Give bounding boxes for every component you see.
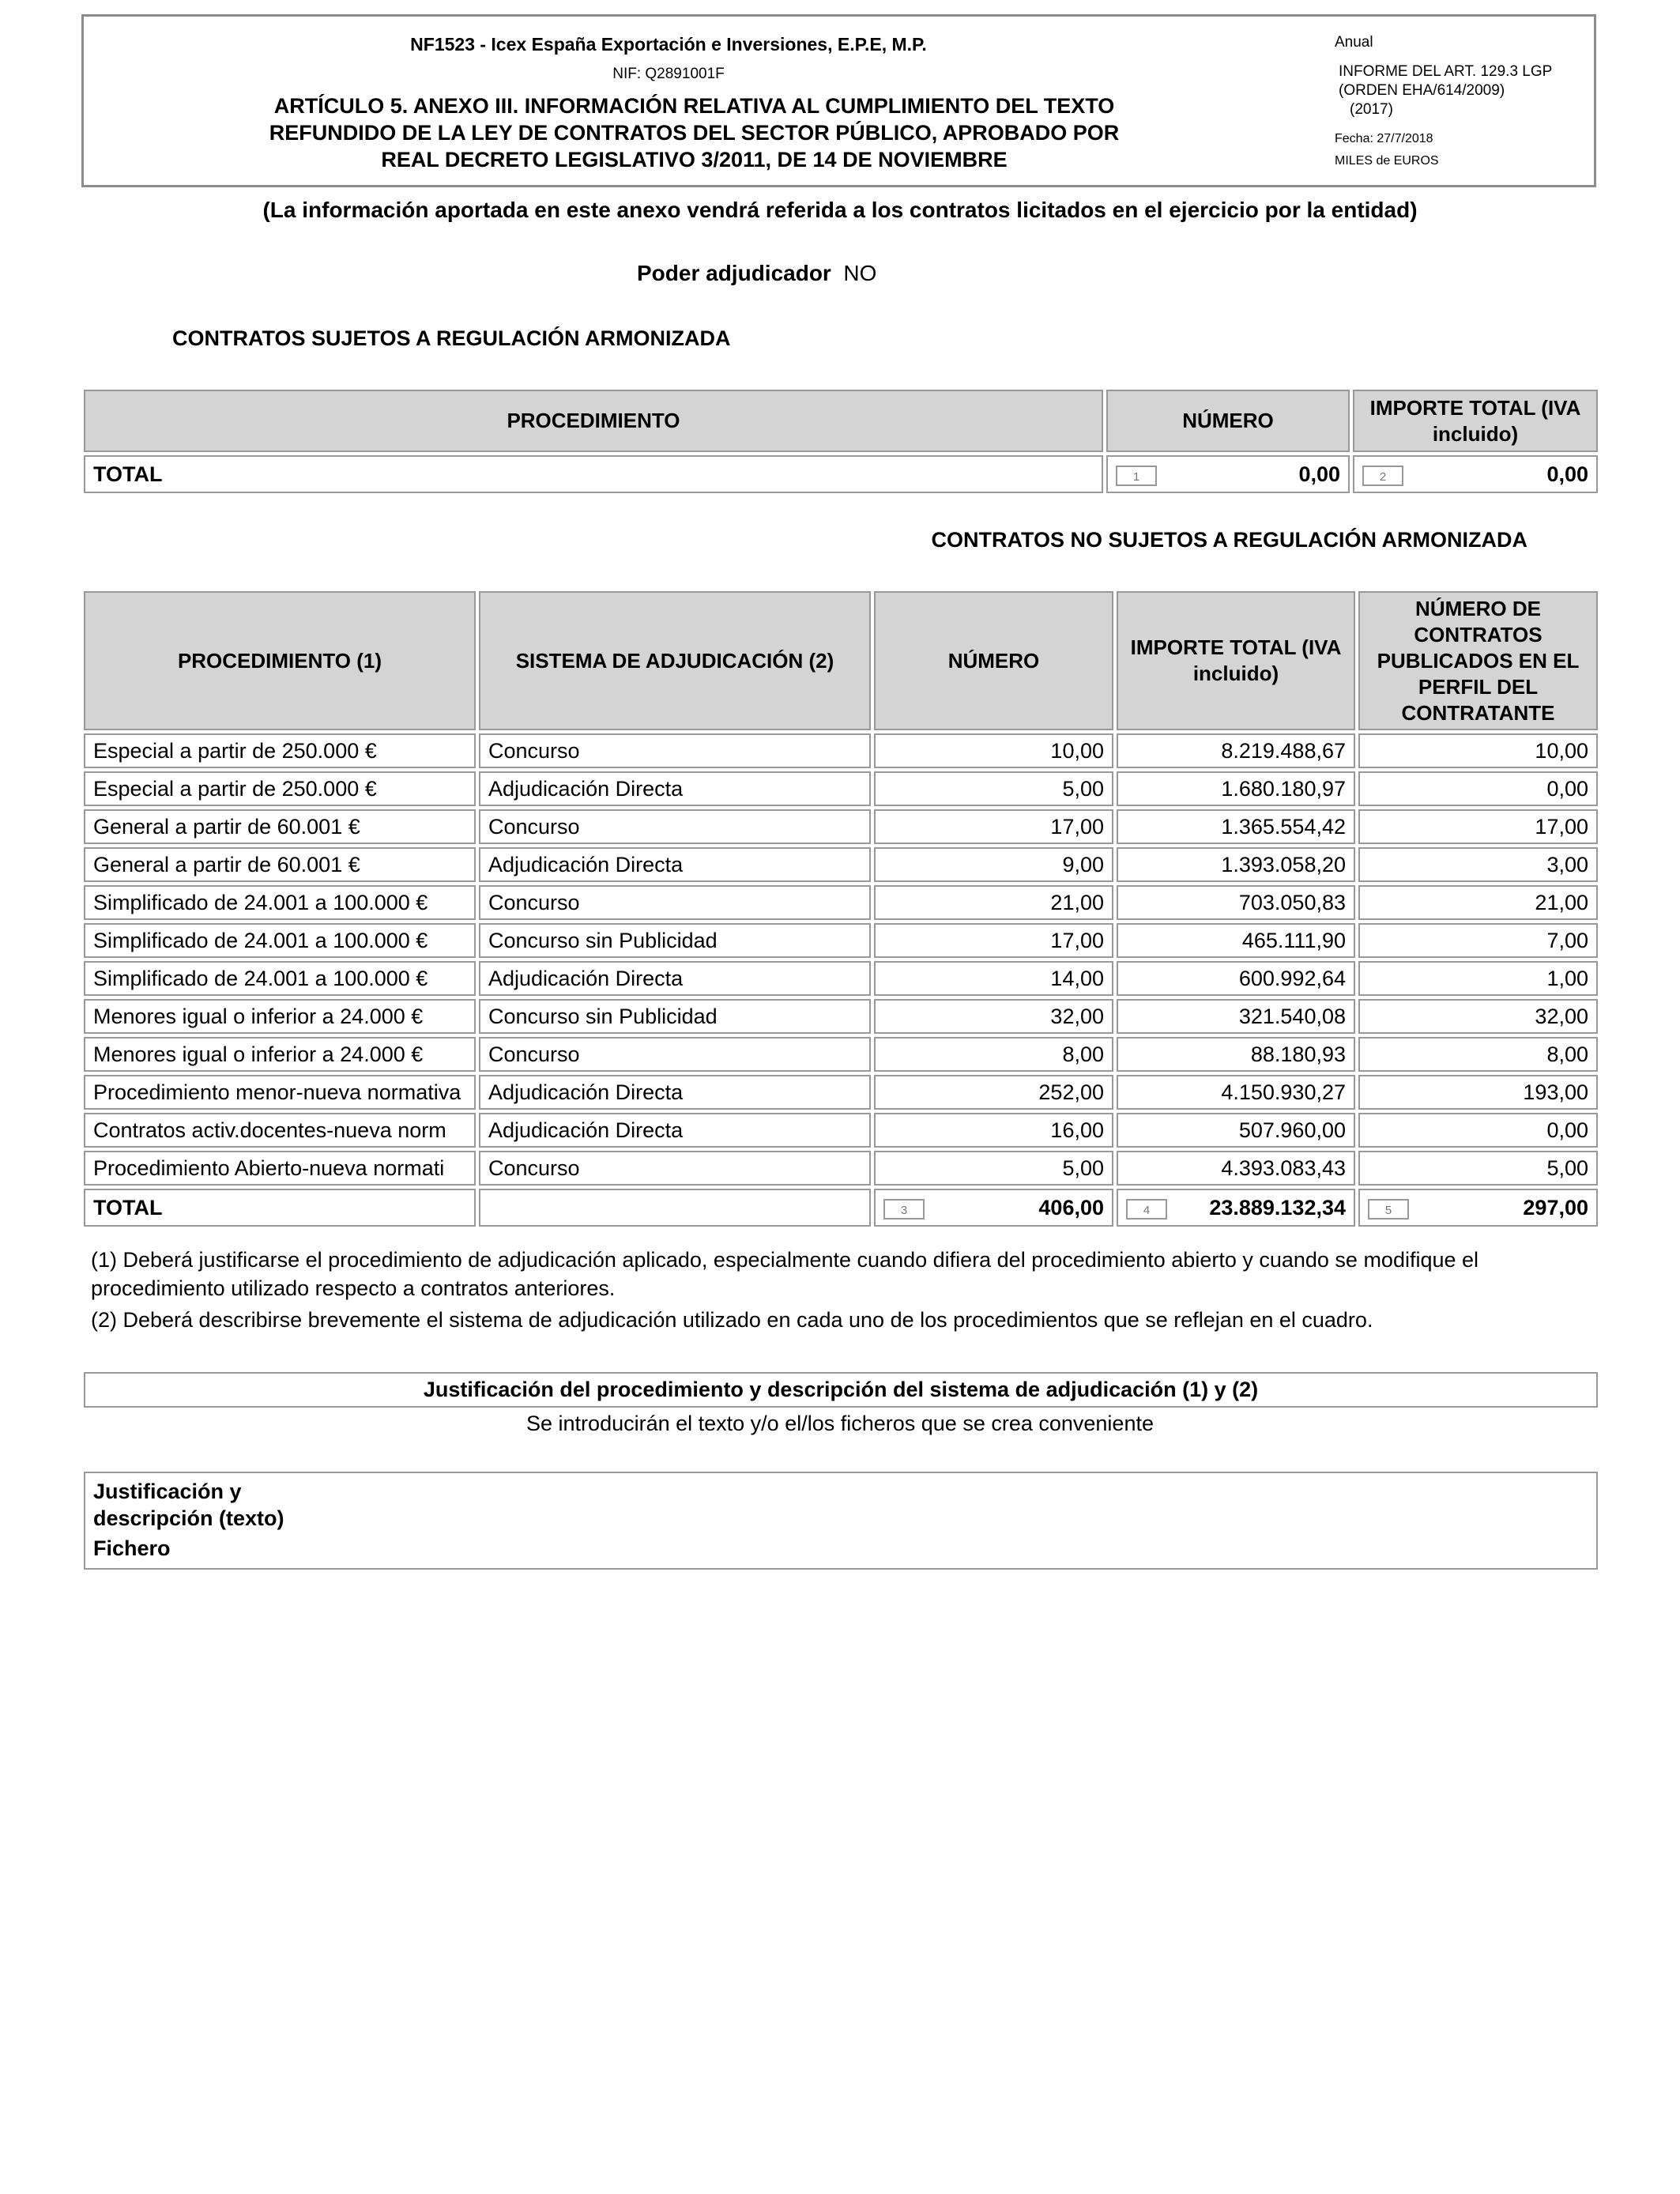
total-importe-value: 0,00 bbox=[1546, 462, 1588, 486]
table-row bbox=[84, 1037, 1598, 1072]
ref-box: 3 bbox=[883, 1199, 925, 1220]
cell-importe: 1.680.180,97 bbox=[1117, 771, 1355, 806]
no-armonizada-table bbox=[81, 588, 1601, 1230]
cell-sistema: Concurso bbox=[479, 1037, 871, 1072]
cell-procedimiento: Especial a partir de 250.000 € bbox=[84, 771, 476, 806]
ref-box: 5 bbox=[1368, 1199, 1409, 1220]
cell-procedimiento: Simplificado de 24.001 a 100.000 € bbox=[84, 961, 476, 996]
table-row bbox=[84, 1113, 1598, 1148]
cell-numero: 17,00 bbox=[874, 923, 1113, 958]
cell-procedimiento: Menores igual o inferior a 24.000 € bbox=[84, 999, 476, 1034]
armonizada-table bbox=[81, 386, 1601, 496]
table-row bbox=[84, 1075, 1598, 1110]
col-importe-label: IMPORTE TOTAL (IVA incluido) bbox=[1130, 635, 1342, 685]
total-numero bbox=[874, 1189, 1113, 1227]
cell-importe: 321.540,08 bbox=[1117, 999, 1355, 1034]
cell-publicados: 0,00 bbox=[1358, 771, 1598, 806]
table-row bbox=[84, 961, 1598, 996]
report-header bbox=[81, 14, 1596, 187]
cell-sistema: Adjudicación Directa bbox=[479, 1113, 871, 1148]
cell-publicados: 7,00 bbox=[1358, 923, 1598, 958]
period: Anual bbox=[1335, 34, 1373, 51]
cell-numero: 16,00 bbox=[874, 1113, 1113, 1148]
cell-numero: 32,00 bbox=[874, 999, 1113, 1034]
total-importe bbox=[1117, 1189, 1355, 1227]
cell-numero: 17,00 bbox=[874, 809, 1113, 844]
cell-numero: 21,00 bbox=[874, 885, 1113, 920]
footnote-1: (1) Deberá justificarse el procedimiento de adjudicación aplicado, especialmente cuando difiera del procedimiento abierto y cuando se modifique el procedimiento utilizado respecto a contratos anteriores. bbox=[91, 1248, 1479, 1300]
cell-importe: 703.050,83 bbox=[1117, 885, 1355, 920]
justificacion-box bbox=[84, 1472, 1598, 1570]
justificacion-title: Justificación del procedimiento y descripción del sistema de adjudicación (1) y (2) bbox=[84, 1372, 1598, 1408]
col-procedimiento: PROCEDIMIENTO bbox=[84, 390, 1103, 452]
ref-box: 1 bbox=[1116, 466, 1157, 486]
cell-publicados: 3,00 bbox=[1358, 847, 1598, 882]
report-date: Fecha: 27/7/2018 bbox=[1335, 132, 1433, 145]
cell-numero: 10,00 bbox=[874, 733, 1113, 768]
report-line: (ORDEN EHA/614/2009) bbox=[1339, 82, 1505, 99]
cell-sistema: Adjudicación Directa bbox=[479, 771, 871, 806]
cell-publicados: 17,00 bbox=[1358, 809, 1598, 844]
cell-sistema: Concurso bbox=[479, 885, 871, 920]
col-importe bbox=[1117, 591, 1355, 730]
total-label: TOTAL bbox=[84, 1189, 476, 1227]
cell-importe: 1.365.554,42 bbox=[1117, 809, 1355, 844]
cell-procedimiento: Especial a partir de 250.000 € bbox=[84, 733, 476, 768]
section-title-no-armonizada: CONTRATOS NO SUJETOS A REGULACIÓN ARMONIZADA bbox=[931, 528, 1527, 552]
total-row bbox=[84, 1189, 1598, 1227]
section-title-armonizada: CONTRATOS SUJETOS A REGULACIÓN ARMONIZADA bbox=[172, 326, 731, 350]
ref-box: 4 bbox=[1126, 1199, 1167, 1220]
title-line: ARTÍCULO 5. ANEXO III. INFORMACIÓN RELATIVA AL CUMPLIMIENTO DEL TEXTO bbox=[273, 94, 1115, 118]
fichero-label: Fichero bbox=[93, 1536, 171, 1560]
entity-name: NF1523 - Icex España Exportación e Inversiones, E.P.E, M.P. bbox=[410, 34, 927, 55]
cell-sistema: Adjudicación Directa bbox=[479, 1075, 871, 1110]
total-numero-value: 0,00 bbox=[1298, 462, 1340, 486]
cell-sistema: Concurso sin Publicidad bbox=[479, 999, 871, 1034]
cell-publicados: 5,00 bbox=[1358, 1151, 1598, 1186]
total-label: TOTAL bbox=[84, 455, 1103, 493]
cell-sistema: Concurso bbox=[479, 1151, 871, 1186]
cell-procedimiento: Menores igual o inferior a 24.000 € bbox=[84, 1037, 476, 1072]
cell-sistema: Concurso sin Publicidad bbox=[479, 923, 871, 958]
justificacion-hint: Se introducirán el texto y/o el/los ficheros que se crea conveniente bbox=[526, 1412, 1154, 1435]
justificacion-text-label: Justificación y descripción (texto) bbox=[93, 1480, 284, 1530]
cell-publicados: 10,00 bbox=[1358, 733, 1598, 768]
report-reference bbox=[1339, 62, 1552, 119]
page-title bbox=[84, 92, 1305, 173]
cell-procedimiento: General a partir de 60.001 € bbox=[84, 809, 476, 844]
cell-sistema: Concurso bbox=[479, 809, 871, 844]
footnotes bbox=[91, 1246, 1576, 1334]
total-numero-value: 406,00 bbox=[1038, 1195, 1104, 1220]
cell-importe: 8.219.488,67 bbox=[1117, 733, 1355, 768]
nif: NIF: Q2891001F bbox=[612, 66, 725, 82]
cell-importe: 4.393.083,43 bbox=[1117, 1151, 1355, 1186]
cell-publicados: 1,00 bbox=[1358, 961, 1598, 996]
cell-publicados: 0,00 bbox=[1358, 1113, 1598, 1148]
poder-label: Poder adjudicador bbox=[637, 261, 831, 285]
cell-numero: 5,00 bbox=[874, 1151, 1113, 1186]
col-importe: IMPORTE TOTAL (IVA incluido) bbox=[1353, 390, 1598, 452]
report-line: INFORME DEL ART. 129.3 LGP bbox=[1339, 63, 1553, 80]
total-sistema-empty bbox=[479, 1189, 871, 1227]
report-line: (2017) bbox=[1350, 101, 1393, 118]
poder-value: NO bbox=[843, 261, 877, 285]
cell-procedimiento: Procedimiento menor-nueva normativa bbox=[84, 1075, 476, 1110]
cell-numero: 5,00 bbox=[874, 771, 1113, 806]
cell-numero: 9,00 bbox=[874, 847, 1113, 882]
cell-sistema: Adjudicación Directa bbox=[479, 961, 871, 996]
cell-sistema: Concurso bbox=[479, 733, 871, 768]
cell-importe: 600.992,64 bbox=[1117, 961, 1355, 996]
total-importe-value: 23.889.132,34 bbox=[1209, 1195, 1346, 1220]
cell-procedimiento: Contratos activ.docentes-nueva norm bbox=[84, 1113, 476, 1148]
cell-sistema: Adjudicación Directa bbox=[479, 847, 871, 882]
col-sistema: SISTEMA DE ADJUDICACIÓN (2) bbox=[479, 591, 871, 730]
table-row bbox=[84, 809, 1598, 844]
scope-note: (La información aportada en este anexo vendrá referida a los contratos licitados en el ejercicio por la entidad) bbox=[262, 198, 1418, 222]
cell-procedimiento: General a partir de 60.001 € bbox=[84, 847, 476, 882]
col-publicados: NÚMERO DE CONTRATOS PUBLICADOS EN EL PERFIL DEL CONTRATANTE bbox=[1358, 591, 1598, 730]
title-line: REFUNDIDO DE LA LEY DE CONTRATOS DEL SECTOR PÚBLICO, APROBADO POR bbox=[269, 121, 1120, 145]
cell-publicados: 193,00 bbox=[1358, 1075, 1598, 1110]
ref-box: 2 bbox=[1362, 466, 1403, 486]
cell-publicados: 8,00 bbox=[1358, 1037, 1598, 1072]
cell-procedimiento: Procedimiento Abierto-nueva normati bbox=[84, 1151, 476, 1186]
total-importe bbox=[1353, 455, 1598, 493]
total-publicados-value: 297,00 bbox=[1523, 1195, 1588, 1220]
total-publicados bbox=[1358, 1189, 1598, 1227]
cell-importe: 88.180,93 bbox=[1117, 1037, 1355, 1072]
cell-numero: 252,00 bbox=[874, 1075, 1113, 1110]
col-numero: NÚMERO bbox=[1106, 390, 1350, 452]
col-numero: NÚMERO bbox=[874, 591, 1113, 730]
table-header-row bbox=[84, 390, 1598, 452]
table-row bbox=[84, 847, 1598, 882]
total-row bbox=[84, 455, 1598, 493]
cell-importe: 465.111,90 bbox=[1117, 923, 1355, 958]
table-row bbox=[84, 733, 1598, 768]
currency-units: MILES de EUROS bbox=[1335, 154, 1439, 168]
table-header-row bbox=[84, 591, 1598, 730]
cell-procedimiento: Simplificado de 24.001 a 100.000 € bbox=[84, 885, 476, 920]
table-row bbox=[84, 923, 1598, 958]
col-procedimiento: PROCEDIMIENTO (1) bbox=[84, 591, 476, 730]
title-line: REAL DECRETO LEGISLATIVO 3/2011, DE 14 DE NOVIEMBRE bbox=[381, 148, 1008, 172]
cell-publicados: 32,00 bbox=[1358, 999, 1598, 1034]
cell-numero: 8,00 bbox=[874, 1037, 1113, 1072]
table-row bbox=[84, 771, 1598, 806]
poder-adjudicador bbox=[637, 261, 876, 286]
table-row bbox=[84, 1151, 1598, 1186]
cell-importe: 1.393.058,20 bbox=[1117, 847, 1355, 882]
table-row bbox=[84, 999, 1598, 1034]
footnote-2: (2) Deberá describirse brevemente el sistema de adjudicación utilizado en cada uno de los procedimientos que se reflejan en el cuadro. bbox=[91, 1308, 1373, 1332]
total-numero bbox=[1106, 455, 1350, 493]
cell-importe: 4.150.930,27 bbox=[1117, 1075, 1355, 1110]
cell-importe: 507.960,00 bbox=[1117, 1113, 1355, 1148]
cell-procedimiento: Simplificado de 24.001 a 100.000 € bbox=[84, 923, 476, 958]
cell-publicados: 21,00 bbox=[1358, 885, 1598, 920]
table-row bbox=[84, 885, 1598, 920]
cell-numero: 14,00 bbox=[874, 961, 1113, 996]
